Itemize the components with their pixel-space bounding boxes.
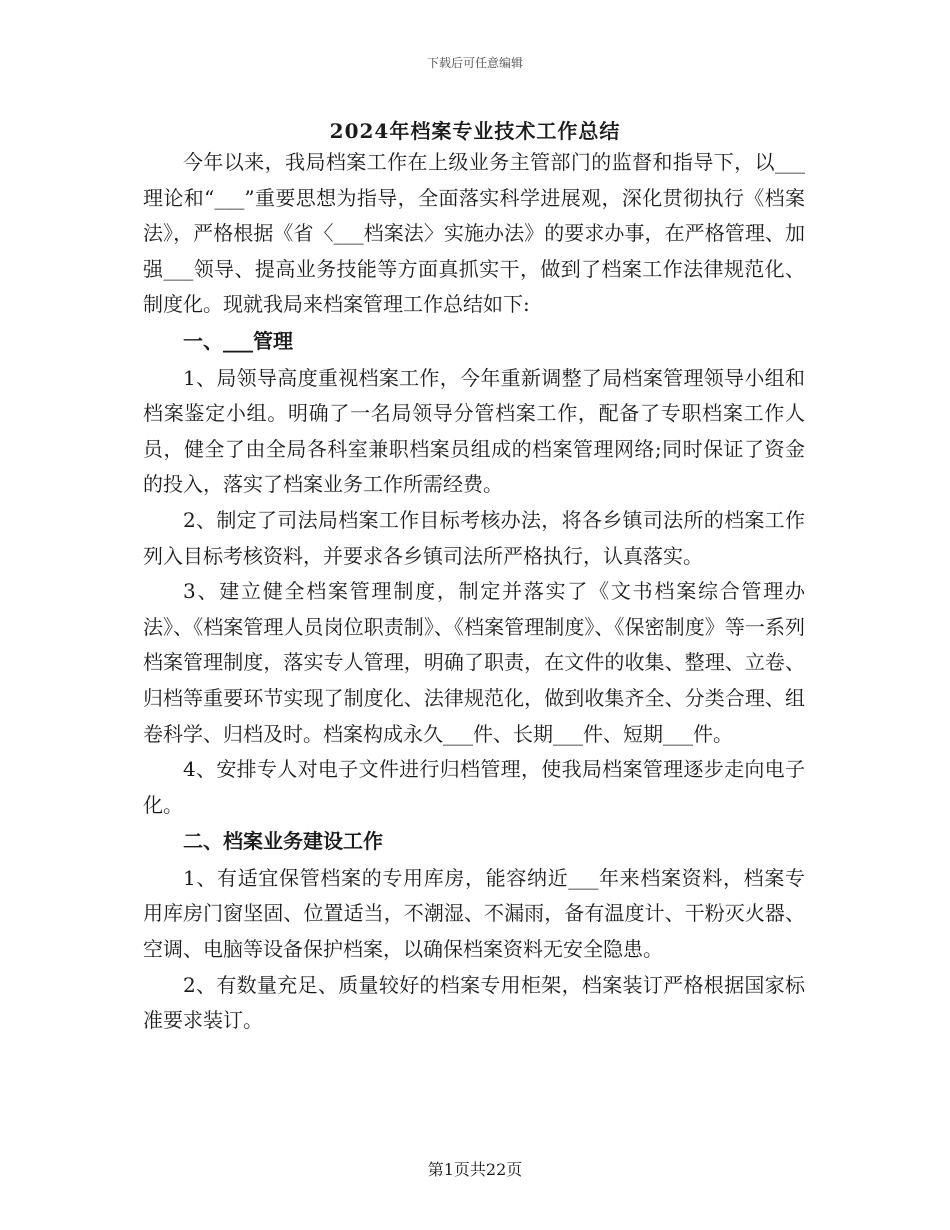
paragraph-2-2: 2、有数量充足、质量较好的档案专用柜架，档案装订严格根据国家标准要求装订。 [143,972,805,1033]
header-note: 下载后可任意编辑 [426,56,523,70]
paragraph-1-2: 2、制定了司法局档案工作目标考核办法，将各乡镇司法所的档案工作列入目标考核资料，并要求各乡镇司法所严格执行，认真落实。 [143,507,805,568]
intro-paragraph: 今年以来，我局档案工作在上级业务主管部门的监督和指导下，以___理论和“___”重要思想为指导，全面落实科学进展观，深化贯彻执行《档案法》，严格根据《省〈___档案法〉实施办法》的要求办事，在严格管理、加强___领导、提高业务技能等方面真抓实干，做到了档案工作法律规范化、制度化。现就我局来档案管理工作总结如下: [143,150,805,317]
document-title: 2024年档案专业技术工作总结 [329,119,621,143]
document-body [143,145,805,1039]
paragraph-1-1: 1、局领导高度重视档案工作，今年重新调整了局档案管理领导小组和档案鉴定小组。明确了一名局领导分管档案工作，配备了专职档案工作人员，健全了由全局各科室兼职档案员组成的档案管理网络;同时保证了资金的投入，落实了档案业务工作所需经费。 [143,365,805,497]
paragraph-1-3: 3、建立健全档案管理制度，制定并落实了《文书档案综合管理办法》、《档案管理人员岗位职责制》、《档案管理制度》、《保密制度》等一系列档案管理制度，落实专人管理，明确了职责，在文件的收集、整理、立卷、归档等重要环节实现了制度化、法律规范化，做到收集齐全、分类合理、组卷科学、归档及时。档案构成永久___件、长期___件、短期___件。 [143,579,805,746]
paragraph-2-1: 1、有适宜保管档案的专用库房，能容纳近___年来档案资料，档案专用库房门窗坚固、位置适当，不潮湿、不漏雨，备有温度计、干粉灭火器、空调、电脑等设备保护档案，以确保档案资料无安全隐患。 [143,865,805,962]
section-heading-1: 一、___管理 [183,328,293,353]
page-number: 第1页共22页 [427,1160,523,1179]
paragraph-1-4: 4、安排专人对电子文件进行归档管理，使我局档案管理逐步走向电子化。 [143,757,805,817]
section-heading-2: 二、档案业务建设工作 [183,829,383,854]
